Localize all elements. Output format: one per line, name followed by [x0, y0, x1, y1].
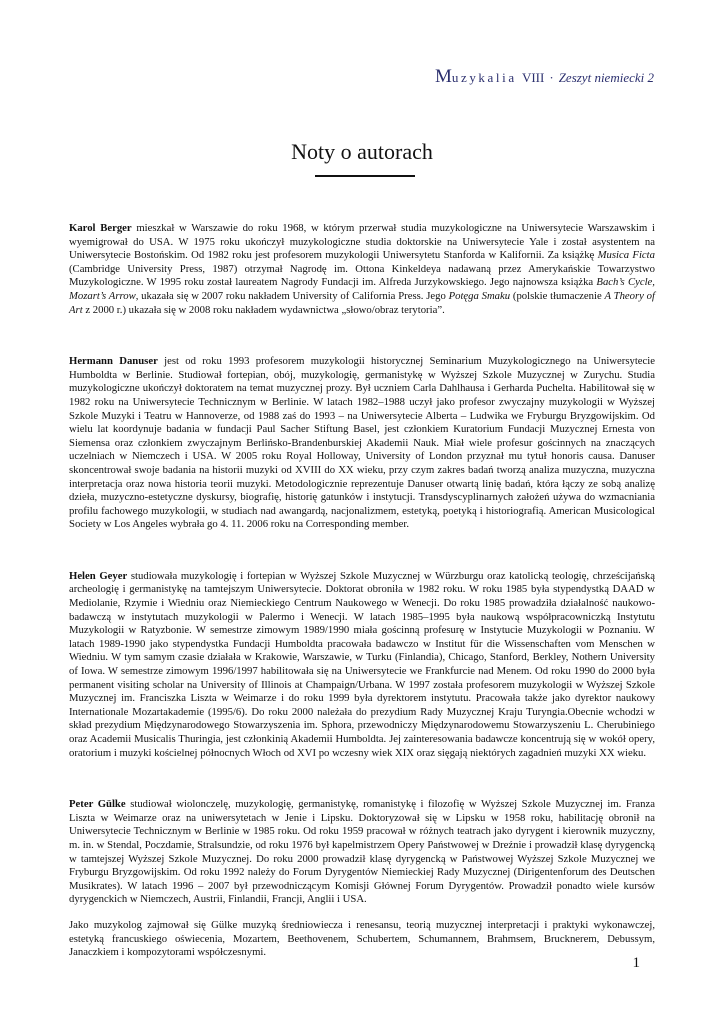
- bio-peter-gulke: [69, 798, 655, 907]
- bio-text: (Cambridge University Press, 1987) otrzymał Nagrodę im. Ottona Kinkeldeya nadawaną przez Amerykańskie Towarzystwo Muzykologiczne. W 1995 roku został laureatem Nagrody Fundacji im. Alfreda Jurzykowskiego. Jego najnowsza książka: [69, 262, 655, 289]
- bio-peter-gulke-continued: Jako muzykolog zajmował się Gülke muzyką średniowiecza i renesansu, teorią muzycznej interpretacji i praktyki wykonawczej, estetyką francuskiego oświecenia, Mozartem, Beethovenem, Schubertem, Schumannem, Brahmsem, Brucknerem, Debussym, Janaczkiem i kompozytorami współczesnymi.: [69, 918, 655, 959]
- author-name: Hermann Danuser: [69, 355, 158, 368]
- bio-text: jest od roku 1993 profesorem muzykologii historycznej Seminarium Muzykologicznego na Uniwersytecie Humboldta w Berlinie. Studiował fortepian, obój, muzykologię, germanistykę w Wyższej Szkole Muzycznej w Zurychu. Studia muzykologiczne ukończył doktoratem na temat muzycznej prozy. Był uczniem Carla Dahlhausa i Gerharda Puchelta. Habilitował się w 1982 roku na Uniwersytecie Technicznym w Berlinie. W latach 1982–1988 uczył jako profesor zwyczajny muzykologii w Wyższej Szkole Muzyki i Teatru w Hannoverze, od 1988 zaś do 1993 – na Uniwersytecie Alberta – Ludwika we Fryburgu Bryzgowijskim. Od wielu lat koordynuje badania w fundacji Paul Sacher Stiftung Basel, jest członkiem Kuratorium Fundacji Muzycznej Ernesta von Siemensa oraz członkiem zwyczajnym Berlińsko-Brandenburskiej Akademii Nauk. Miał wiele profesur gościnnych na znaczących uczelniach w Niemczech i USA. W 2005 roku Royal Holloway, University of London przyznał mu tytuł honoris causa. Danuser skoncentrował swoje badania na historii muzyki od XVIII do XX wieku, przy czym zakres badań tworzą analiza muzyczna, muzyczna interpretacja oraz nowa historia teorii muzyki. Metodologicznie reprezentuje Danuser otwartą linię badań, która łączy ze sobą analizę dzieła, muzyczno-estetyczne dyskursy, biografię, historię gatunków i instytucji. Transdyscyplinarnych założeń używa do wzmacniania profilu fachowego muzykologii, w studiach nad awangardą, nacjonalizmem, estetyką, poetyką i historiografią. American Musicological Society w Los Angeles wybrała go 4. 11. 2006 roku na Corresponding member.: [69, 355, 655, 531]
- book-title: A Theory of Art: [69, 289, 655, 316]
- bio-text: mieszkał w Warszawie do roku 1968, w którym przerwał studia muzykologiczne na Uniwersytecie Warszawskim i wyemigrował do USA. W 1975 roku ukończył muzykologiczne studia doktorskie na Uniwersytecie Yale i został asystentem na Uniwersytecie Bostońskim. Od 1982 roku jest profesorem muzykologii Uniwersytetu Stanforda w Kalifornii. Za książkę: [69, 222, 655, 262]
- author-name: Karol Berger: [69, 222, 132, 234]
- journal-header: [435, 66, 654, 88]
- bio-text: , ukazała się w 2007 roku nakładem University of California Press. Jego: [135, 289, 449, 302]
- page-title: Noty o autorach: [291, 139, 433, 164]
- page-number: 1: [632, 955, 640, 971]
- header-volume: VIII: [521, 70, 545, 85]
- bio-karol-berger: [69, 222, 655, 317]
- book-title: Potęga Smaku: [448, 289, 511, 302]
- bio-helen-geyer: [69, 570, 655, 760]
- book-title: Bach’s Cycle, Mozart’s Arrow: [69, 276, 655, 302]
- title-underline: [315, 175, 415, 177]
- bio-text: (polskie tłumaczenie: [510, 289, 605, 302]
- book-title: Musica Ficta: [597, 249, 655, 262]
- header-separator: ·: [549, 70, 554, 85]
- bio-hermann-danuser: [69, 355, 655, 532]
- header-subtitle: Zeszyt niemiecki 2: [558, 70, 654, 85]
- bio-text: studiowała muzykologię i fortepian w Wyższej Szkole Muzycznej w Würzburgu oraz katolicką teologię, chrześcijańską archeologię i germanistykę na tamtejszym Uniwersytecie. Doktorat obroniła w 1982 roku. W roku 1985 była stypendystką DAAD w Mediolanie, Rzymie i Wiedniu oraz Niemieckiego Centrum Naukowego w Wenecji. Do roku 1985 prowadziła działalność naukowo-badawczą w instytutach muzykologii w Palermo i Wenecji. W latach 1985–1995 była naukową współpracowniczką Instytutu Muzykologii w Ratyzbonie. W semestrze zimowym 1989/1990 miała gościnną profesurę w Instytucie Muzykologii w Poznaniu. W latach 1989-1990 jako stypendystka Fundacji Humboldta pracowała badawczo w Institut für die Wissenschaften vom Menschen w Wiedniu. W tym samym czasie działała w Krakowie, Warszawie, w Turku (Finlandia), Chicago, Stanford, Berkley, Nothern University of Iowa. W semestrze zimowym 1996/1997 habilitowała się na Uniwersytecie we Frankfurcie nad Menem. Od roku 1990 do 2000 była permanent visiting scholar na University of Illinois at Champaign/Urbana. W 1997 została profesorem muzykologii w Wyższej Szkole Muzycznej im. Franciszka Liszta w Weimarze i do roku 1999 była dyrektorem instytutu. Pracowała także jako dyrektor naukowy Internationale Mozartakademie (1995/6). Do roku 2000 należała do prezydium Rady Muzycznej Kraju Turyngia.Obecnie wchodzi w skład prezydium Międzynarodowego Stowarzyszenia im. Sphora, przewodniczy Międzynarodowemu Stowarzyszeniu L. Cherubiniego oraz Academii Musicalis Thuringia, jest członkinią Akademii Humboldta. Jej zainteresowania badawcze koncentrują się w wokół opery, oratorium i muzyki kościelnej północnych Włoch od XVI po wczesny wiek XIX oraz sięgają niektórych zagadnień muzyki XX wieku.: [69, 569, 656, 759]
- author-name: Helen Geyer: [69, 569, 128, 582]
- author-name: Peter Gülke: [69, 798, 126, 811]
- header-series-name: uzykalia: [451, 70, 517, 85]
- author-notes: [69, 222, 655, 960]
- bio-text: studiował wiolonczelę, muzykologię, germanistykę, romanistykę i filozofię w Wyższej Szkole Muzycznej im. Franza Liszta w Weimarze oraz na uniwersytetach w Jenie i Lipsku. Doktoryzował się w Lipsku w 1958 roku, habilitację obronił na Uniwersytecie Technicznym w Berlinie w 1985 roku. Od roku 1959 pracował w różnych teatrach jako dyrygent i kierownik muzyczny, m. in. w Stendal, Poczdamie, Stralsundzie, od roku 1976 był kapelmistrzem Opery Państwowej w Dreźnie i prowadził klasę dyrygencką w tamtejszej Wyższej Szkole Muzycznej. Do roku 2000 prowadził klasę dyrygencką w Państwowej Wyższej Szkole Muzycznej we Fryburgu Bryzgowijskim. Od roku 1992 należy do Forum Dyrygentów Niemieckiej Rady Muzycznej (Dirigentenforum des Deutschen Musikrates). W latach 1996 – 2007 był przewodniczącym Komisji Głównej Forum Dyrygentów. Prowadził ponadto wiele kursów dyrygenckich w Niemczech, Austrii, Finlandii, Francji, Anglii i USA.: [69, 798, 655, 906]
- header-initial: M: [434, 66, 452, 87]
- bio-text: z 2000 r.) ukazała się w 2008 roku nakładem wydawnictwa „słowo/obraz terytoria”.: [82, 303, 445, 316]
